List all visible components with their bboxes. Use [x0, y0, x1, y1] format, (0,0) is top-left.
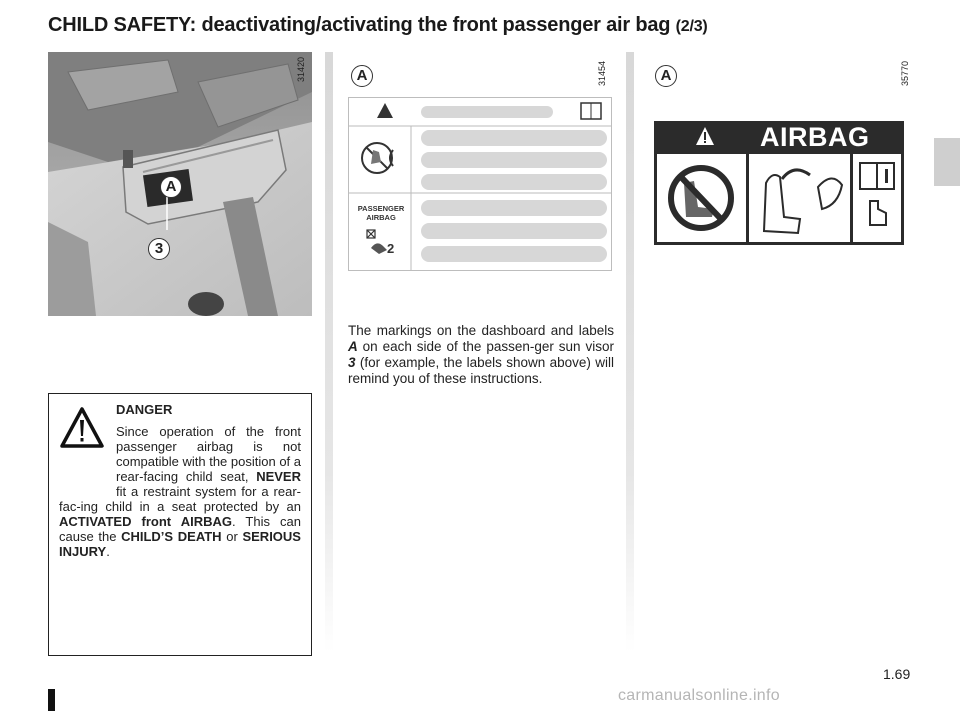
- panel-label-code: 31454: [597, 60, 607, 86]
- danger-activated-airbag: ACTIVATED front AIRBAG: [59, 514, 232, 529]
- airbag-warning-label: [654, 121, 904, 245]
- danger-heading: DANGER: [116, 402, 173, 417]
- photo-code: 31420: [296, 56, 306, 82]
- section-tab: [934, 138, 960, 186]
- danger-text-2: fit a restraint system for a rear-fac-ing child in a seat protected by an: [59, 484, 301, 514]
- title-text: CHILD SAFETY: deactivating/activating the front passenger air bag: [48, 14, 671, 36]
- paragraph-text-2: on each side of the passen-ger sun visor: [357, 339, 614, 354]
- passenger-airbag-line2: AIRBAG: [366, 213, 396, 222]
- airbag-label-code: 35770: [900, 60, 910, 86]
- danger-text: [59, 402, 301, 559]
- paragraph-text-1: The markings on the dashboard and labels: [348, 323, 614, 338]
- page-title: [48, 14, 708, 37]
- danger-text-3: . This can cause the: [59, 514, 302, 544]
- label-a-marker: A: [160, 176, 182, 198]
- column-divider-left: [325, 52, 333, 652]
- passenger-airbag-text: [353, 204, 409, 222]
- instruction-paragraph: [348, 323, 614, 387]
- airbag-label-a-marker: A: [655, 65, 677, 87]
- page-number: 1.69: [883, 666, 911, 682]
- paragraph-text-3: (for example, the labels shown above) will remind you of these instructions.: [348, 355, 614, 386]
- passenger-airbag-label: [348, 97, 612, 271]
- sun-visor-photo: [48, 52, 312, 316]
- corner-mark: [48, 689, 55, 711]
- paragraph-ref-a: A: [348, 339, 358, 354]
- panel-label-a-marker: A: [351, 65, 373, 87]
- danger-warning-box: [48, 393, 312, 656]
- danger-text-5: .: [106, 544, 110, 559]
- column-divider-right: [626, 52, 634, 652]
- label-3-marker: 3: [148, 238, 170, 260]
- airbag-label-heading: AIRBAG: [760, 122, 870, 152]
- danger-paragraph: [59, 424, 301, 559]
- danger-serious-injury: SERIOUS INJURY: [59, 529, 301, 559]
- airbag-off-icon: [361, 228, 401, 258]
- paragraph-ref-3: 3: [348, 355, 356, 370]
- danger-childs-death: CHILD’S DEATH: [121, 529, 222, 544]
- danger-never: NEVER: [256, 469, 301, 484]
- airbag-switch-number: 2: [387, 241, 395, 256]
- danger-text-4: or: [221, 529, 243, 544]
- title-part: (2/3): [675, 18, 708, 35]
- danger-text-1: Since operation of the front passenger airbag is not compatible with the position of a rear-facing child seat,: [116, 424, 301, 484]
- watermark: carmanualsonline.info: [618, 687, 780, 704]
- passenger-airbag-line1: PASSENGER: [357, 204, 405, 213]
